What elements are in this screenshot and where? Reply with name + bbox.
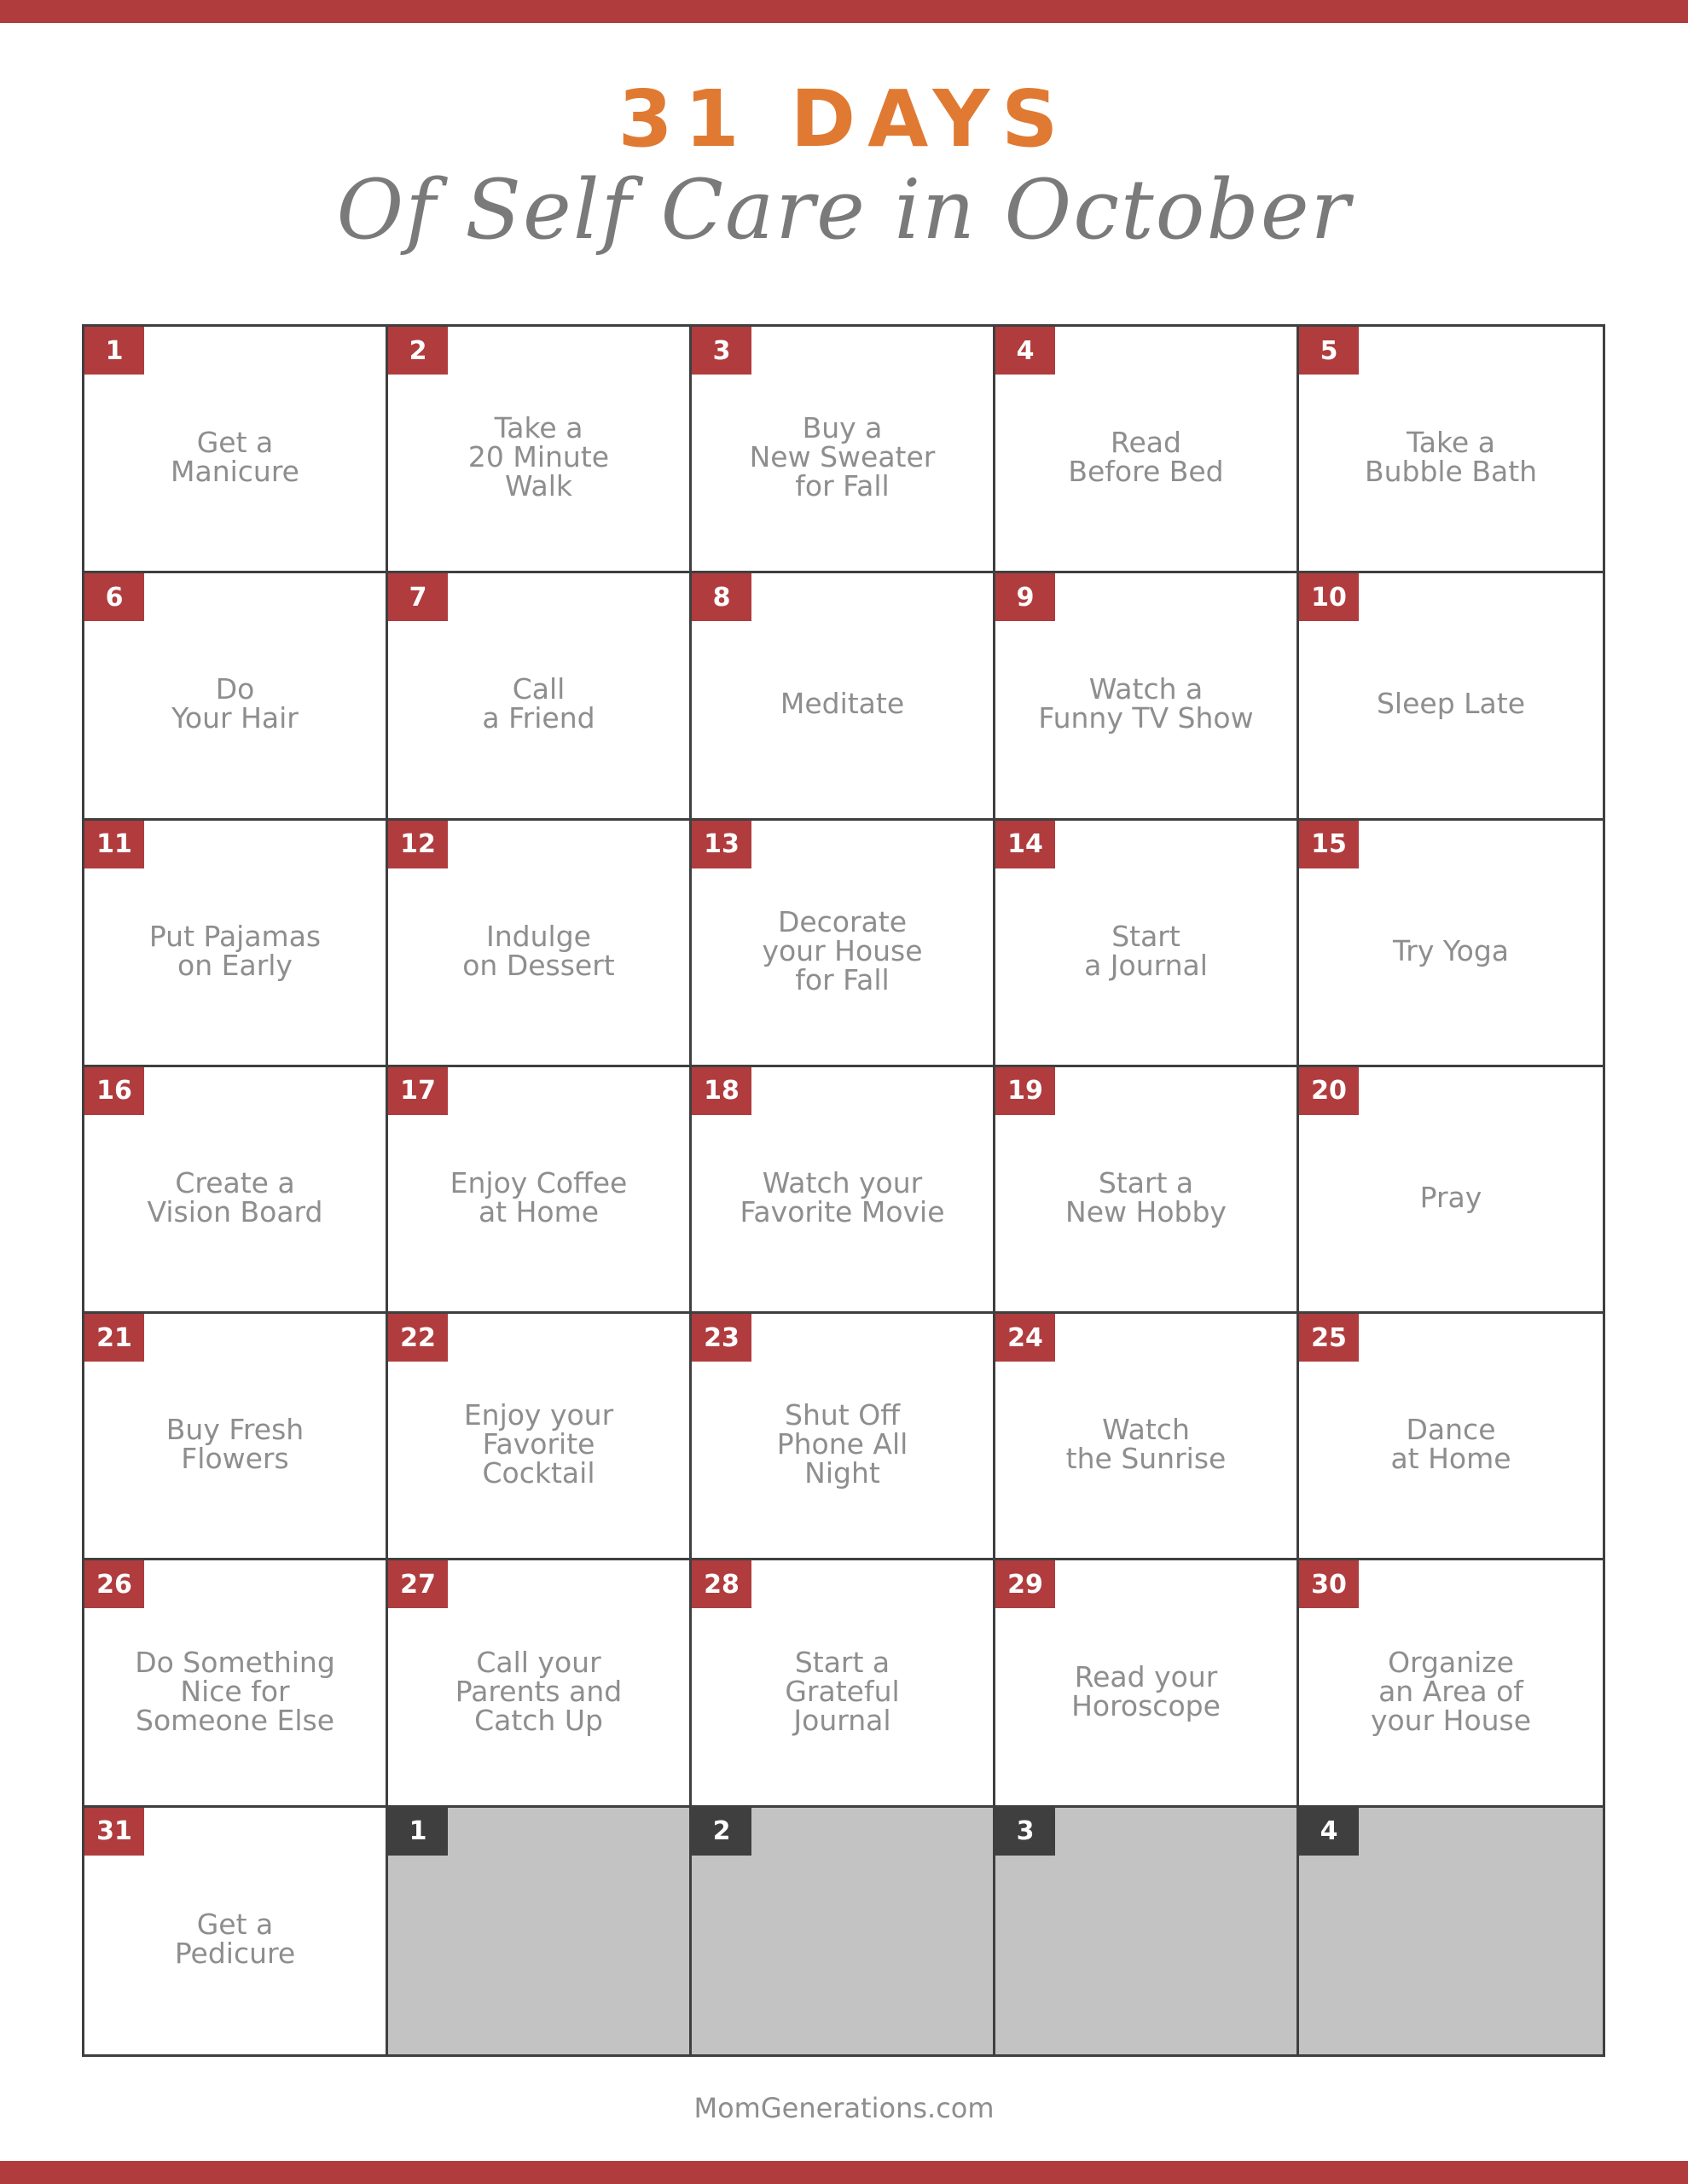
day-cell bbox=[1299, 1314, 1603, 1560]
day-task: Read your Horoscope bbox=[1071, 1659, 1221, 1722]
day-task: Do Something Nice for Someone Else bbox=[135, 1645, 335, 1737]
day-number-badge: 17 bbox=[388, 1067, 448, 1115]
day-number-badge: 30 bbox=[1299, 1560, 1359, 1608]
day-cell bbox=[995, 573, 1299, 820]
day-cell bbox=[692, 1560, 995, 1807]
day-number-badge: 15 bbox=[1299, 821, 1359, 868]
day-number-badge: 24 bbox=[995, 1314, 1055, 1362]
day-number-badge: 5 bbox=[1299, 327, 1359, 375]
day-cell bbox=[1299, 573, 1603, 820]
day-number-badge: 10 bbox=[1299, 573, 1359, 621]
day-number-badge: 8 bbox=[692, 573, 751, 621]
day-task: Start a Grateful Journal bbox=[785, 1645, 900, 1737]
day-number-badge: 11 bbox=[84, 821, 144, 868]
day-cell bbox=[84, 327, 388, 573]
day-task: Shut Off Phone All Night bbox=[776, 1398, 908, 1490]
day-number-badge: 18 bbox=[692, 1067, 751, 1115]
day-task: Organize an Area of your House bbox=[1370, 1645, 1532, 1737]
day-task: Do Your Hair bbox=[171, 672, 299, 735]
day-task: Watch a Funny TV Show bbox=[1038, 672, 1254, 735]
next-month-number-badge: 4 bbox=[1299, 1808, 1359, 1856]
day-number-badge: 1 bbox=[84, 327, 144, 375]
day-task: Buy a New Sweater for Fall bbox=[749, 411, 936, 503]
day-task: Watch your Favorite Movie bbox=[740, 1165, 945, 1228]
day-cell bbox=[995, 1560, 1299, 1807]
next-month-cell bbox=[388, 1808, 692, 2054]
day-number-badge: 31 bbox=[84, 1808, 144, 1856]
day-number-badge: 9 bbox=[995, 573, 1055, 621]
day-cell bbox=[1299, 821, 1603, 1067]
day-number-badge: 23 bbox=[692, 1314, 751, 1362]
day-cell bbox=[1299, 1067, 1603, 1314]
day-number-badge: 22 bbox=[388, 1314, 448, 1362]
day-cell bbox=[84, 573, 388, 820]
day-task: Take a Bubble Bath bbox=[1364, 426, 1538, 489]
day-number-badge: 28 bbox=[692, 1560, 751, 1608]
day-task: Get a Pedicure bbox=[174, 1908, 296, 1971]
day-task: Try Yoga bbox=[1392, 933, 1510, 967]
day-task: Watch the Sunrise bbox=[1065, 1413, 1227, 1476]
next-month-number-badge: 2 bbox=[692, 1808, 751, 1856]
bottom-accent-bar bbox=[0, 2161, 1688, 2184]
day-number-badge: 4 bbox=[995, 327, 1055, 375]
next-month-number-badge: 1 bbox=[388, 1808, 448, 1856]
day-task: Enjoy Coffee at Home bbox=[450, 1165, 628, 1228]
day-number-badge: 21 bbox=[84, 1314, 144, 1362]
day-task: Start a Journal bbox=[1084, 919, 1208, 982]
day-task: Sleep Late bbox=[1376, 687, 1525, 721]
day-number-badge: 12 bbox=[388, 821, 448, 868]
day-number-badge: 7 bbox=[388, 573, 448, 621]
day-cell bbox=[388, 821, 692, 1067]
day-cell bbox=[995, 821, 1299, 1067]
day-cell bbox=[692, 327, 995, 573]
day-cell bbox=[1299, 1560, 1603, 1807]
day-task: Take a 20 Minute Walk bbox=[467, 411, 610, 503]
day-task: Start a New Hobby bbox=[1065, 1165, 1227, 1228]
day-number-badge: 6 bbox=[84, 573, 144, 621]
next-month-cell bbox=[995, 1808, 1299, 2054]
day-cell bbox=[388, 573, 692, 820]
day-cell bbox=[388, 327, 692, 573]
day-cell bbox=[995, 1314, 1299, 1560]
day-number-badge: 27 bbox=[388, 1560, 448, 1608]
day-task: Meditate bbox=[780, 687, 905, 721]
day-task: Call your Parents and Catch Up bbox=[455, 1645, 623, 1737]
day-task: Call a Friend bbox=[482, 672, 595, 735]
day-cell bbox=[1299, 327, 1603, 573]
day-task: Indulge on Dessert bbox=[462, 919, 615, 982]
page-subtitle: Of Self Care in October bbox=[336, 162, 1352, 258]
day-task: Enjoy your Favorite Cocktail bbox=[463, 1398, 614, 1490]
next-month-cell bbox=[692, 1808, 995, 2054]
day-task: Pray bbox=[1419, 1180, 1482, 1214]
day-task: Read Before Bed bbox=[1068, 426, 1224, 489]
day-cell bbox=[995, 1067, 1299, 1314]
day-task: Get a Manicure bbox=[171, 426, 299, 489]
day-cell bbox=[388, 1314, 692, 1560]
next-month-cell bbox=[1299, 1808, 1603, 2054]
day-number-badge: 20 bbox=[1299, 1067, 1359, 1115]
day-cell bbox=[84, 1067, 388, 1314]
day-cell bbox=[84, 1560, 388, 1807]
day-cell bbox=[84, 1808, 388, 2054]
day-task: Put Pajamas on Early bbox=[148, 919, 322, 982]
calendar-grid bbox=[82, 324, 1605, 2057]
day-task: Buy Fresh Flowers bbox=[165, 1413, 305, 1476]
day-number-badge: 16 bbox=[84, 1067, 144, 1115]
day-task: Create a Vision Board bbox=[147, 1165, 323, 1228]
day-number-badge: 13 bbox=[692, 821, 751, 868]
footer-site-link[interactable]: MomGenerations.com bbox=[693, 2092, 995, 2124]
day-number-badge: 14 bbox=[995, 821, 1055, 868]
next-month-number-badge: 3 bbox=[995, 1808, 1055, 1856]
page-title: 31 DAYS bbox=[618, 73, 1070, 165]
day-number-badge: 19 bbox=[995, 1067, 1055, 1115]
day-number-badge: 26 bbox=[84, 1560, 144, 1608]
day-number-badge: 25 bbox=[1299, 1314, 1359, 1362]
day-number-badge: 2 bbox=[388, 327, 448, 375]
day-cell bbox=[388, 1067, 692, 1314]
day-cell bbox=[692, 1314, 995, 1560]
day-cell bbox=[692, 821, 995, 1067]
day-cell bbox=[692, 573, 995, 820]
day-cell bbox=[84, 821, 388, 1067]
day-task: Dance at Home bbox=[1390, 1413, 1511, 1476]
day-cell bbox=[84, 1314, 388, 1560]
top-accent-bar bbox=[0, 0, 1688, 23]
day-number-badge: 29 bbox=[995, 1560, 1055, 1608]
day-cell bbox=[995, 327, 1299, 573]
day-number-badge: 3 bbox=[692, 327, 751, 375]
day-cell bbox=[692, 1067, 995, 1314]
day-cell bbox=[388, 1560, 692, 1807]
day-task: Decorate your House for Fall bbox=[762, 904, 923, 996]
